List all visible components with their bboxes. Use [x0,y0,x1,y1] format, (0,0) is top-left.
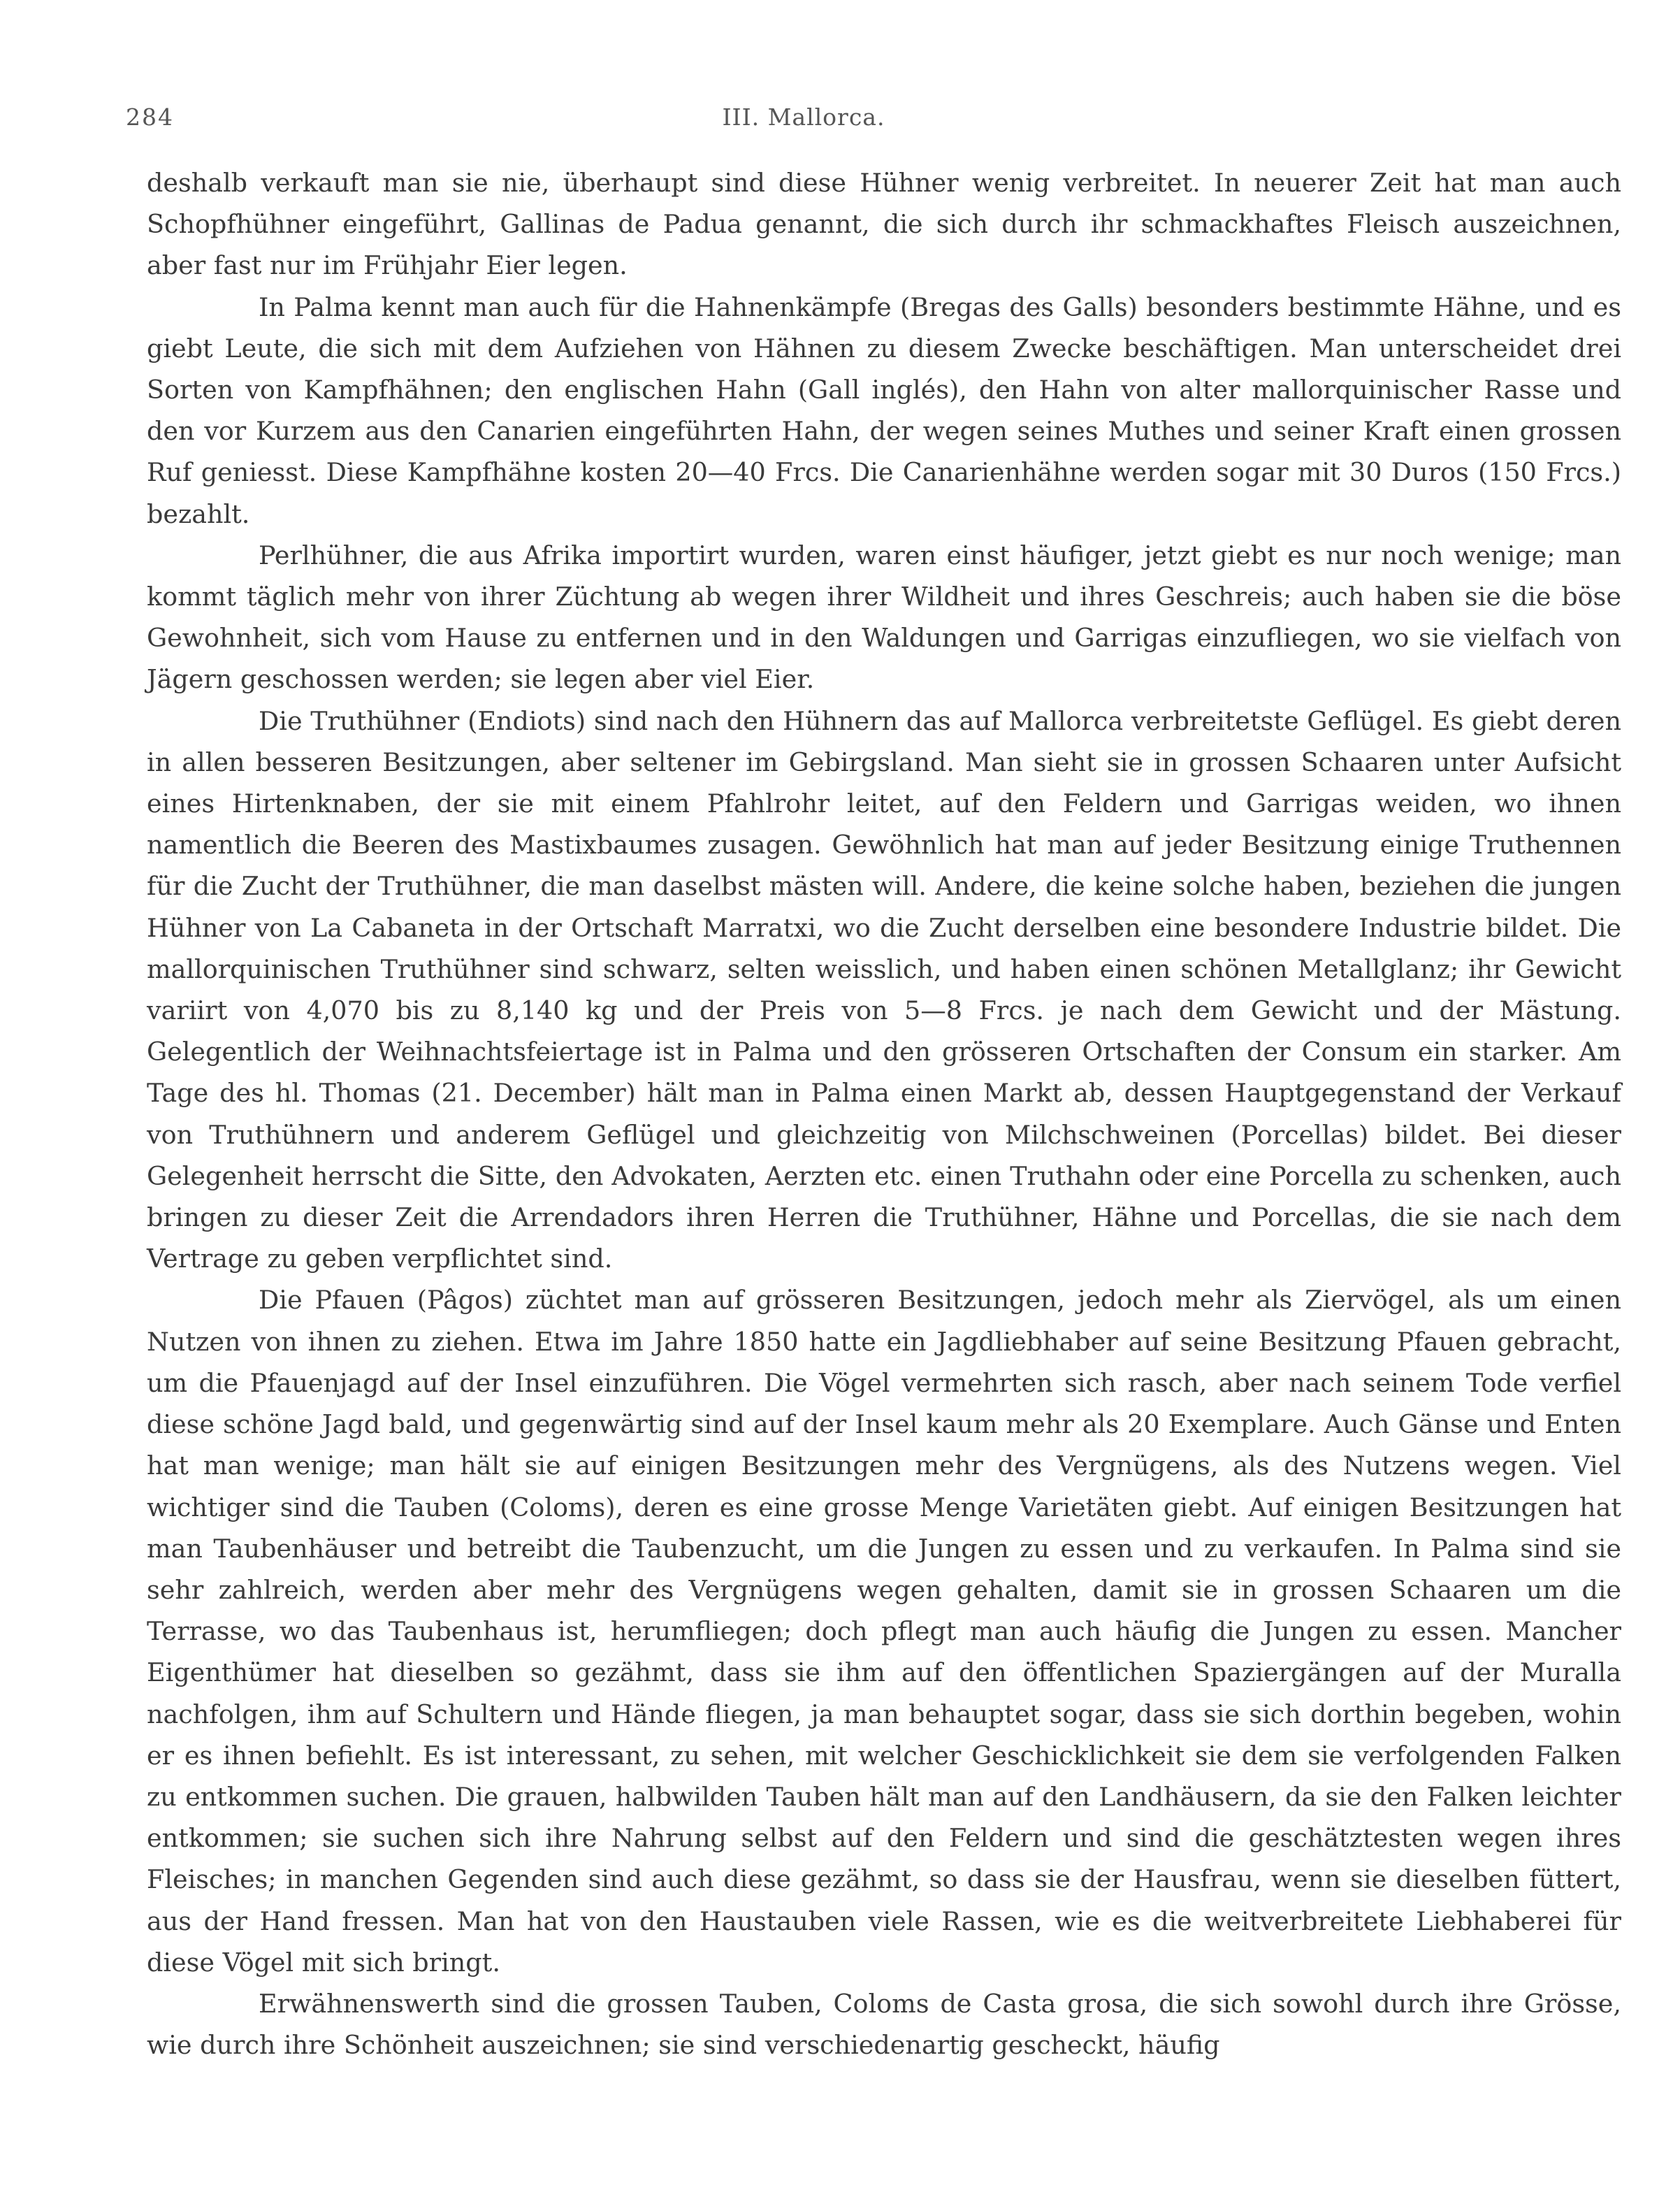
paragraph-truthuehner: Die Truthühner (Endiots) sind nach den Hühnern das auf Mallorca verbreitetste Geflügel. Es giebt deren in allen besseren Besitzungen, aber seltener im Gebirgsland. Man sieht sie in grossen Schaaren unter Aufsicht eines Hirtenknaben, der sie mit einem Pfahlrohr leitet, auf den Feldern und Garrigas weiden, wo ihnen namentlich die Beeren des Mastixbaumes zusagen. Gewöhnlich hat man auf jeder Besitzung einige Truthennen für die Zucht der Truthühner, die man daselbst mästen will. Andere, die keine solche haben, beziehen die jungen Hühner von La Cabaneta in der Ortschaft Marratxi, wo die Zucht derselben eine besondere Industrie bildet. Die mallorquinischen Truthühner sind schwarz, selten weisslich, und haben einen schönen Metallglanz; ihr Gewicht variirt von 4,070 bis zu 8,140 kg und der Preis von 5—8 Frcs. je nach dem Gewicht und der Mästung. Gelegentlich der Weihnachtsfeiertage ist in Palma und den grösseren Ortschaften der Consum ein starker. Am Tage des hl. Thomas (21. December) hält man in Palma einen Markt ab, dessen Hauptgegenstand der Verkauf von Truthühnern und anderem Geflügel und gleichzeitig von Milchschweinen (Porcellas) bildet. Bei dieser Gelegenheit herrscht die Sitte, den Advokaten, Aerzten etc. einen Truthahn oder eine Porcella zu schenken, auch bringen zu dieser Zeit die Arrendadors ihren Herren die Truthühner, Hähne und Porcellas, die sie nach dem Vertrage zu geben verpflichtet sind. [147,705,1621,1274]
paragraph-pfauen-tauben: Die Pfauen (Pâgos) züchtet man auf grösseren Besitzungen, jedoch mehr als Ziervögel, als um einen Nutzen von ihnen zu ziehen. Etwa im Jahre 1850 hatte ein Jagdliebhaber auf seine Besitzung Pfauen gebracht, um die Pfauenjagd auf der Insel einzuführen. Die Vögel vermehrten sich rasch, aber nach seinem Tode verfiel diese schöne Jagd bald, und gegenwärtig sind auf der Insel kaum mehr als 20 Exemplare. Auch Gänse und Enten hat man wenige; man hält sie auf einigen Besitzungen mehr des Vergnügens, als des Nutzens wegen. Viel wichtiger sind die Tauben (Coloms), deren es eine grosse Menge Varietäten giebt. Auf einigen Besitzungen hat man Taubenhäuser und betreibt die Taubenzucht, um die Jungen zu essen und zu verkaufen. In Palma sind sie sehr zahlreich, werden aber mehr des Vergnügens wegen gehalten, damit sie in grossen Schaaren um die Terrasse, wo das Taubenhaus ist, herumfliegen; doch pflegt man auch häufig die Jungen zu essen. Mancher Eigenthümer hat dieselben so gezähmt, dass sie ihm auf den öffentlichen Spaziergängen auf der Muralla nachfolgen, ihm auf Schultern und Hände fliegen, ja man behauptet sogar, dass sie sich dorthin begeben, wohin er es ihnen befiehlt. Es ist interessant, zu sehen, mit welcher Geschicklichkeit sie dem sie verfolgenden Falken zu entkommen suchen. Die grauen, halbwilden Tauben hält man auf den Landhäusern, da sie den Falken leichter entkommen; sie suchen sich ihre Nahrung selbst auf den Feldern und sind die geschätztesten wegen ihres Fleisches; in manchen Gegenden sind auch diese gezähmt, so dass sie der Hausfrau, wenn sie dieselben füttert, aus der Hand fressen. Man hat von den Haustauben viele Rassen, wie es die weitverbreitete Liebhaberei für diese Vögel mit sich bringt. [147,1285,1621,1978]
paragraph-continuation: deshalb verkauft man sie nie, überhaupt sind diese Hühner wenig verbreitet. In neuerer Zeit hat man auch Schopfhühner eingeführt, Gallinas de Padua genannt, die sich durch ihr schmackhaftes Fleisch auszeichnen, aber fast nur im Frühjahr Eier legen. [147,168,1621,281]
paragraph-hahnenkaempfe: In Palma kennt man auch für die Hahnenkämpfe (Bregas des Galls) besonders bestimmte Hähne, und es giebt Leute, die sich mit dem Aufziehen von Hähnen zu diesem Zwecke beschäftigen. Man unterscheidet drei Sorten von Kampfhähnen; den englischen Hahn (Gall inglés), den Hahn von alter mallorquinischer Rasse und den vor Kurzem aus den Canarien eingeführten Hahn, der wegen seines Muthes und seiner Kraft einen grossen Ruf geniesst. Diese Kampfhähne kosten 20—40 Frcs. Die Canarienhähne werden sogar mit 30 Duros (150 Frcs.) bezahlt. [147,291,1621,529]
paragraph-perlhuehner: Perlhühner, die aus Afrika importirt wurden, waren einst häufiger, jetzt giebt es nur noch wenige; man kommt täglich mehr von ihrer Züchtung ab wegen ihrer Wildheit und ihres Geschreis; auch haben sie die böse Gewohnheit, sich vom Hause zu entfernen und in den Waldungen und Garrigas einzufliegen, wo sie vielfach von Jägern geschossen werden; sie legen aber viel Eier. [147,540,1621,695]
page-header [126,103,1621,138]
page-number: 284 [126,103,174,131]
running-title: III. Mallorca. [722,103,885,131]
body-text [147,162,1621,2066]
paragraph-grosse-tauben: Erwähnenswerth sind die grossen Tauben, Coloms de Casta grosa, die sich sowohl durch ihre Grösse, wie durch ihre Schönheit auszeichnen; sie sind verschiedenartig gescheckt, häufig [147,1988,1621,2061]
